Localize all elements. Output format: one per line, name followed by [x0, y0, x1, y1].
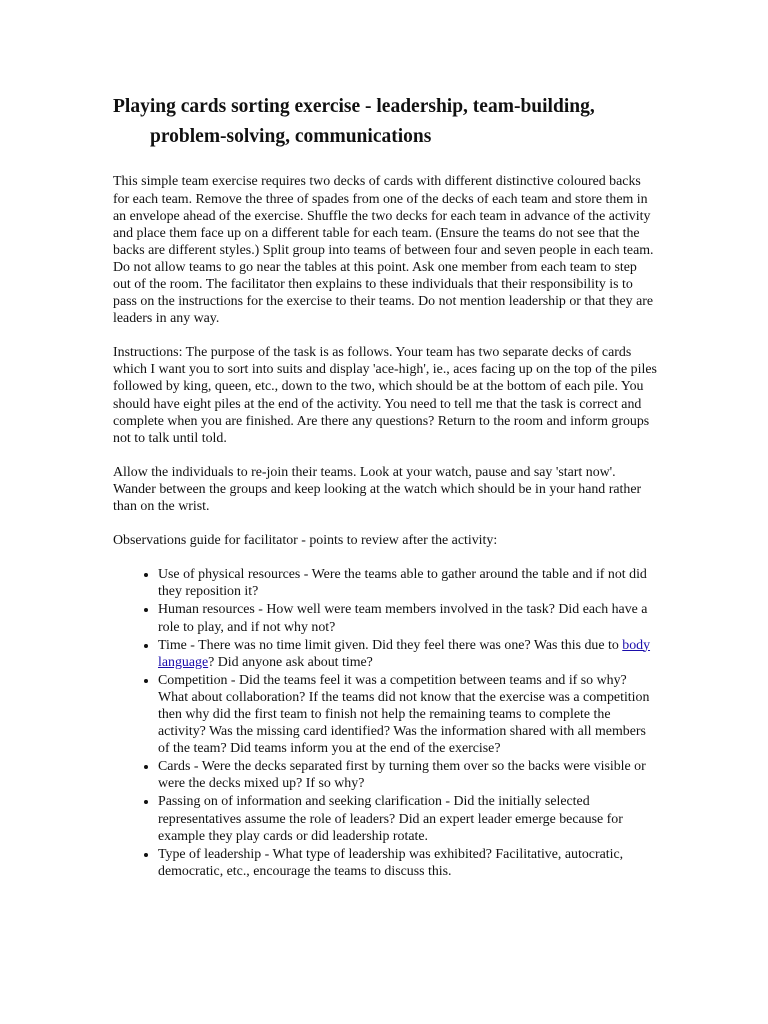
list-item-passing-information: • Passing on of information and seeking clarification - Did the initially selected representatives assume the role of leaders? Did an expert leader emerge because for example they play cards or did leadership rotate.	[158, 793, 658, 844]
list-item-leadership-type: • Type of leadership - What type of leadership was exhibited? Facilitative, autocratic, democratic, etc., encourage the teams to discuss this.	[158, 846, 658, 880]
document-page	[113, 92, 658, 881]
instructions-paragraph: Instructions: The purpose of the task is as follows. Your team has two separate decks of cards which I want you to sort into suits and display 'ace-high', ie., aces facing up on the top of the piles followed by king, queen, etc., down to the two, which should be at the bottom of each pile. You should have eight piles at the end of the activity. You need to tell me that the task is correct and complete when you are finished. Are there any questions? Return to the room and inform groups not to talk until told.	[113, 345, 657, 446]
list-item-human-resources: • Human resources - How well were team members involved in the task? Did each have a role to play, and if not why not?	[158, 601, 658, 635]
observations-heading: Observations guide for facilitator - points to review after the activity:	[113, 533, 498, 549]
list-item-competition: • Competition - Did the teams feel it was a competition between teams and if so why? What about collaboration? If the teams did not know that the exercise was a competition then why did the first team to finish not help the remaining teams to complete the activity? Was the missing card identified? Was the information shared with all members of the team? Did teams inform you at the end of the exercise?	[158, 672, 658, 757]
document-title: Playing cards sorting exercise - leadership, team-building, problem-solving, communications	[113, 96, 595, 148]
time-text-before: Time - There was no time limit given. Did they feel there was one? Was this due to	[158, 637, 623, 653]
body-language-link[interactable]: body language	[158, 637, 651, 670]
intro-paragraph: This simple team exercise requires two decks of cards with different distinctive coloured backs for each team. Remove the three of spades from one of the decks of each team and store them in an envelope ahead of the exercise. Shuffle the two decks for each team in advance of the activity and place them face up on a different table for each team. (Ensure the teams do not see that the backs are different styles.) Split group into teams of between four and seven people in each team. Do not allow teams to go near the tables at this point. Ask one member from each team to step out of the room. The facilitator then explains to these individuals that their responsibility is to pass on the instructions for the exercise to their teams. Do not mention leadership or that they are leaders in any way.	[113, 174, 654, 327]
list-item-cards: • Cards - Were the decks separated first by turning them over so the backs were visible or were the decks mixed up? If so why?	[158, 758, 658, 792]
rejoin-paragraph: Allow the individuals to re-join their teams. Look at your watch, pause and say 'start now'. Wander between the groups and keep looking at the watch which should be in your hand rather than on the wrist.	[113, 464, 642, 515]
list-item-time	[158, 637, 658, 671]
list-item-physical-resources: • Use of physical resources - Were the teams able to gather around the table and if not did they reposition it?	[158, 566, 658, 600]
observations-list	[113, 566, 658, 880]
time-text-after: ? Did anyone ask about time?	[208, 654, 373, 670]
